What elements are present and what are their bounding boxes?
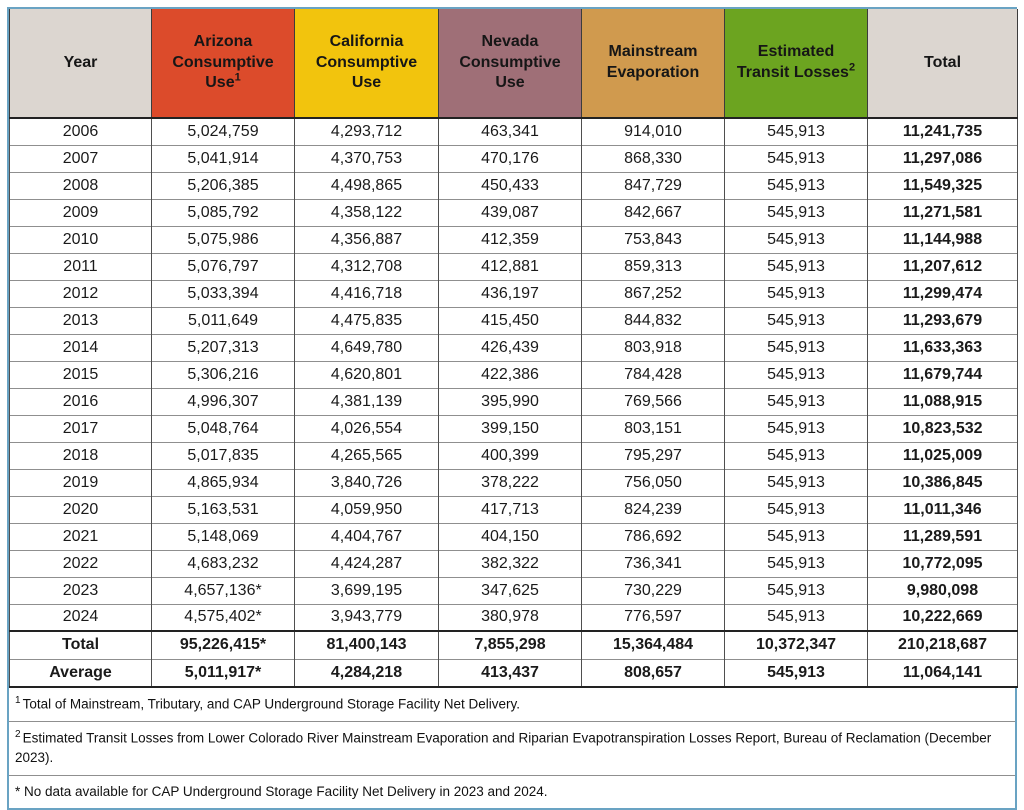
year-row: [10, 523, 1018, 550]
year-row-cell-etl: 545,913: [725, 496, 868, 523]
year-row-cell-ca: 3,943,779: [295, 604, 439, 631]
year-row-cell-year: 2024: [10, 604, 152, 631]
year-row: [10, 199, 1018, 226]
summary-row-cell-nv: 7,855,298: [439, 631, 582, 659]
year-row-cell-me: 803,918: [582, 334, 725, 361]
year-row-cell-nv: 436,197: [439, 280, 582, 307]
summary-row-cell-az: 95,226,415*: [152, 631, 295, 659]
year-row-cell-az: 5,163,531: [152, 496, 295, 523]
summary-row-cell-ca: 4,284,218: [295, 659, 439, 687]
column-header-label: California Consumptive Use: [315, 32, 418, 92]
year-row-cell-az: 5,033,394: [152, 280, 295, 307]
year-row-cell-nv: 400,399: [439, 442, 582, 469]
year-row-cell-year: 2016: [10, 388, 152, 415]
year-row-cell-etl: 545,913: [725, 469, 868, 496]
year-row-cell-az: 5,076,797: [152, 253, 295, 280]
year-row-cell-nv: 399,150: [439, 415, 582, 442]
year-row-cell-year: 2007: [10, 145, 152, 172]
year-row-cell-total: 11,088,915: [868, 388, 1018, 415]
year-row: [10, 226, 1018, 253]
year-row: [10, 253, 1018, 280]
year-row-cell-ca: 4,026,554: [295, 415, 439, 442]
year-row-cell-etl: 545,913: [725, 523, 868, 550]
year-row-cell-year: 2018: [10, 442, 152, 469]
year-row-cell-az: 5,075,986: [152, 226, 295, 253]
footnote-marker: 2: [15, 729, 21, 741]
year-row-cell-nv: 347,625: [439, 577, 582, 604]
year-row-cell-total: 11,289,591: [868, 523, 1018, 550]
column-header-az: [152, 9, 295, 118]
water-use-table-frame: [7, 7, 1017, 810]
year-row-cell-etl: 545,913: [725, 199, 868, 226]
year-row-cell-total: 10,772,095: [868, 550, 1018, 577]
table-summary: [10, 631, 1018, 687]
year-row-cell-etl: 545,913: [725, 253, 868, 280]
year-row-cell-total: 10,386,845: [868, 469, 1018, 496]
year-row-cell-nv: 380,978: [439, 604, 582, 631]
year-row-cell-az: 5,017,835: [152, 442, 295, 469]
year-row-cell-year: 2017: [10, 415, 152, 442]
column-header-label: Estimated Transit Losses: [736, 43, 849, 81]
year-row-cell-etl: 545,913: [725, 172, 868, 199]
year-row-cell-ca: 4,649,780: [295, 334, 439, 361]
year-row-cell-az: 5,041,914: [152, 145, 295, 172]
year-row-cell-me: 824,239: [582, 496, 725, 523]
year-row-cell-nv: 450,433: [439, 172, 582, 199]
year-row-cell-total: 9,980,098: [868, 577, 1018, 604]
year-row-cell-year: 2019: [10, 469, 152, 496]
year-row-cell-me: 786,692: [582, 523, 725, 550]
year-row-cell-nv: 422,386: [439, 361, 582, 388]
year-row-cell-etl: 545,913: [725, 550, 868, 577]
summary-row: [10, 631, 1018, 659]
year-row-cell-total: 11,297,086: [868, 145, 1018, 172]
year-row: [10, 172, 1018, 199]
year-row-cell-year: 2021: [10, 523, 152, 550]
summary-row-cell-total: 210,218,687: [868, 631, 1018, 659]
year-row-cell-year: 2023: [10, 577, 152, 604]
year-row-cell-year: 2008: [10, 172, 152, 199]
column-header-year: [10, 9, 152, 118]
year-row-cell-year: 2020: [10, 496, 152, 523]
year-row: [10, 469, 1018, 496]
year-row-cell-year: 2010: [10, 226, 152, 253]
year-row: [10, 388, 1018, 415]
year-row-cell-me: 776,597: [582, 604, 725, 631]
year-row: [10, 334, 1018, 361]
year-row-cell-ca: 4,620,801: [295, 361, 439, 388]
year-row-cell-az: 4,683,232: [152, 550, 295, 577]
year-row-cell-ca: 4,312,708: [295, 253, 439, 280]
footnote-1: $^1$ Total of Mainstream, Tributary, and CAP Underground Storage Facility Net Delivery.: [9, 688, 1015, 722]
year-row-cell-me: 868,330: [582, 145, 725, 172]
year-row-cell-me: 769,566: [582, 388, 725, 415]
year-row-cell-ca: 4,265,565: [295, 442, 439, 469]
year-row-cell-ca: 4,424,287: [295, 550, 439, 577]
year-row-cell-year: 2009: [10, 199, 152, 226]
summary-row-cell-year: Average: [10, 659, 152, 687]
summary-row-cell-az: 5,011,917*: [152, 659, 295, 687]
year-row-cell-nv: 470,176: [439, 145, 582, 172]
year-row-cell-me: 795,297: [582, 442, 725, 469]
year-row-cell-etl: 545,913: [725, 118, 868, 145]
year-row-cell-year: 2012: [10, 280, 152, 307]
year-row-cell-year: 2014: [10, 334, 152, 361]
year-row: [10, 145, 1018, 172]
summary-row-cell-etl: 10,372,347: [725, 631, 868, 659]
column-header-total: [868, 9, 1018, 118]
summary-row: [10, 659, 1018, 687]
year-row-cell-etl: 545,913: [725, 442, 868, 469]
year-row-cell-nv: 415,450: [439, 307, 582, 334]
year-row-cell-total: 10,222,669: [868, 604, 1018, 631]
year-row-cell-az: 5,206,385: [152, 172, 295, 199]
year-row-cell-etl: 545,913: [725, 415, 868, 442]
year-row-cell-ca: 3,840,726: [295, 469, 439, 496]
summary-row-cell-total: 11,064,141: [868, 659, 1018, 687]
year-row-cell-total: 11,241,735: [868, 118, 1018, 145]
year-row-cell-me: 784,428: [582, 361, 725, 388]
year-row-cell-az: 5,085,792: [152, 199, 295, 226]
column-header-label: Year: [63, 53, 98, 71]
year-row-cell-etl: 545,913: [725, 145, 868, 172]
year-row-cell-ca: 4,370,753: [295, 145, 439, 172]
summary-row-cell-nv: 413,437: [439, 659, 582, 687]
footnote-marker: 2: [848, 61, 856, 74]
year-row-cell-me: 730,229: [582, 577, 725, 604]
summary-row-cell-me: 15,364,484: [582, 631, 725, 659]
summary-row-cell-etl: 545,913: [725, 659, 868, 687]
year-row-cell-az: 5,048,764: [152, 415, 295, 442]
year-row-cell-total: 11,144,988: [868, 226, 1018, 253]
footnotes-section: [9, 688, 1015, 808]
year-row: [10, 604, 1018, 631]
year-row-cell-year: 2011: [10, 253, 152, 280]
year-row-cell-etl: 545,913: [725, 361, 868, 388]
year-row-cell-total: 11,011,346: [868, 496, 1018, 523]
column-header-label: Total: [923, 53, 962, 71]
year-row-cell-etl: 545,913: [725, 307, 868, 334]
year-row-cell-nv: 404,150: [439, 523, 582, 550]
year-row-cell-az: 4,657,136*: [152, 577, 295, 604]
year-row-cell-etl: 545,913: [725, 334, 868, 361]
year-row-cell-me: 756,050: [582, 469, 725, 496]
year-row-cell-ca: 4,498,865: [295, 172, 439, 199]
year-row-cell-total: 11,299,474: [868, 280, 1018, 307]
year-row-cell-az: 5,207,313: [152, 334, 295, 361]
year-row-cell-me: 803,151: [582, 415, 725, 442]
footnote-2: $^2$ Estimated Transit Losses from Lower Colorado River Mainstream Evaporation and Riparian Evapotranspiration Losses Report, Bureau of Reclamation (December 2023).: [9, 722, 1015, 776]
year-row-cell-ca: 4,416,718: [295, 280, 439, 307]
column-header-label: Nevada Consumptive Use: [459, 32, 561, 92]
year-row-cell-az: 4,996,307: [152, 388, 295, 415]
year-row-cell-az: 4,865,934: [152, 469, 295, 496]
year-row-cell-ca: 3,699,195: [295, 577, 439, 604]
footnote-marker: 1: [15, 695, 21, 706]
year-row-cell-total: 11,679,744: [868, 361, 1018, 388]
year-row-cell-ca: 4,059,950: [295, 496, 439, 523]
year-row-cell-nv: 395,990: [439, 388, 582, 415]
year-row-cell-nv: 412,881: [439, 253, 582, 280]
column-header-me: [582, 9, 725, 118]
year-row-cell-ca: 4,475,835: [295, 307, 439, 334]
summary-row-cell-me: 808,657: [582, 659, 725, 687]
year-row-cell-total: 11,293,679: [868, 307, 1018, 334]
year-row-cell-az: 5,148,069: [152, 523, 295, 550]
year-row-cell-ca: 4,404,767: [295, 523, 439, 550]
summary-row-cell-ca: 81,400,143: [295, 631, 439, 659]
year-row-cell-az: 5,011,649: [152, 307, 295, 334]
footnote-marker: 1: [234, 72, 241, 85]
column-header-ca: [295, 9, 439, 118]
footnote-3: * No data available for CAP Underground Storage Facility Net Delivery in 2023 and 2024.: [15, 783, 548, 799]
year-row-cell-me: 842,667: [582, 199, 725, 226]
year-row-cell-ca: 4,293,712: [295, 118, 439, 145]
year-row-cell-etl: 545,913: [725, 388, 868, 415]
column-header-label: Mainstream Evaporation: [606, 43, 700, 81]
year-row-cell-total: 11,025,009: [868, 442, 1018, 469]
year-row: [10, 577, 1018, 604]
year-row: [10, 118, 1018, 145]
year-row-cell-etl: 545,913: [725, 604, 868, 631]
year-row-cell-etl: 545,913: [725, 577, 868, 604]
column-header-nv: [439, 9, 582, 118]
year-row: [10, 280, 1018, 307]
year-row-cell-total: 11,271,581: [868, 199, 1018, 226]
table-header-row: [10, 9, 1018, 118]
year-row-cell-me: 736,341: [582, 550, 725, 577]
year-row-cell-nv: 417,713: [439, 496, 582, 523]
year-row: [10, 415, 1018, 442]
year-row-cell-ca: 4,358,122: [295, 199, 439, 226]
table-body: [10, 118, 1018, 631]
year-row-cell-year: 2015: [10, 361, 152, 388]
year-row-cell-total: 11,633,363: [868, 334, 1018, 361]
year-row-cell-ca: 4,356,887: [295, 226, 439, 253]
year-row-cell-total: 10,823,532: [868, 415, 1018, 442]
summary-row-cell-year: Total: [10, 631, 152, 659]
year-row-cell-me: 914,010: [582, 118, 725, 145]
year-row-cell-nv: 412,359: [439, 226, 582, 253]
year-row: [10, 550, 1018, 577]
year-row-cell-nv: 426,439: [439, 334, 582, 361]
year-row: [10, 442, 1018, 469]
year-row-cell-az: 5,306,216: [152, 361, 295, 388]
column-header-etl: [725, 9, 868, 118]
year-row-cell-me: 753,843: [582, 226, 725, 253]
water-use-table: [9, 9, 1018, 688]
year-row-cell-total: 11,549,325: [868, 172, 1018, 199]
column-header-label: Arizona Consumptive Use: [172, 32, 274, 92]
year-row-cell-year: 2022: [10, 550, 152, 577]
year-row: [10, 496, 1018, 523]
year-row-cell-year: 2013: [10, 307, 152, 334]
year-row-cell-ca: 4,381,139: [295, 388, 439, 415]
year-row-cell-az: 5,024,759: [152, 118, 295, 145]
year-row-cell-etl: 545,913: [725, 280, 868, 307]
year-row-cell-nv: 439,087: [439, 199, 582, 226]
year-row-cell-me: 867,252: [582, 280, 725, 307]
year-row-cell-me: 859,313: [582, 253, 725, 280]
year-row-cell-total: 11,207,612: [868, 253, 1018, 280]
year-row: [10, 361, 1018, 388]
year-row-cell-nv: 463,341: [439, 118, 582, 145]
year-row-cell-year: 2006: [10, 118, 152, 145]
year-row-cell-me: 844,832: [582, 307, 725, 334]
year-row-cell-me: 847,729: [582, 172, 725, 199]
year-row-cell-nv: 378,222: [439, 469, 582, 496]
year-row-cell-az: 4,575,402*: [152, 604, 295, 631]
year-row-cell-nv: 382,322: [439, 550, 582, 577]
year-row: [10, 307, 1018, 334]
year-row-cell-etl: 545,913: [725, 226, 868, 253]
